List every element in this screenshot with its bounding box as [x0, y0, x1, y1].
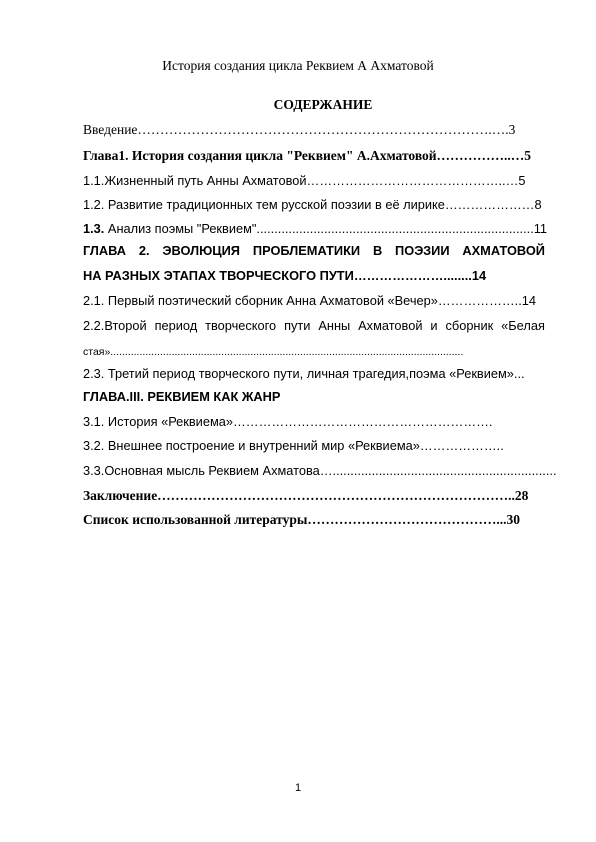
toc-entry-conclusion: Заключение……………………………………………………………………..28: [83, 488, 529, 503]
toc-heading: СОДЕРЖАНИЕ: [273, 97, 373, 112]
toc-entry-section-2-1: 2.1. Первый поэтический сборник Анна Ахматовой «Вечер»………………..14: [83, 293, 537, 308]
word: ГЛАВА: [83, 243, 127, 258]
toc-entry-section-3-2: 3.2. Внешнее построение и внутренний мир «Реквиема»………………..: [83, 438, 504, 453]
section-1-3-number: 1.3.: [83, 221, 105, 236]
toc-entry-section-2-3: 2.3. Третий период творческого пути, личная трагедия,поэма «Реквием»...: [83, 366, 525, 381]
word: творческого: [205, 318, 277, 333]
toc-entry-section-3-3: 3.3.Основная мысль Реквием Ахматова…...............................................................: [83, 463, 557, 478]
toc-entry-chapter-1: Глава1. История создания цикла "Реквием" А.Ахматовой……………..…5: [83, 148, 532, 163]
toc-entry-section-2-2-line-2: стая».........................................................................................................................: [83, 346, 464, 358]
toc-entry-section-1-2: 1.2. Развитие традиционных тем русской поэзии в её лирике…………………8: [83, 197, 542, 212]
word: Анны: [318, 318, 351, 333]
word: 2.2.Второй: [83, 318, 147, 333]
toc-entry-introduction: Введение…………………………………………………………………….….3: [83, 122, 516, 137]
document-title: История создания цикла Реквием А Ахматовой: [162, 58, 434, 73]
word: В: [372, 243, 383, 258]
word: Ахматовой: [358, 318, 423, 333]
word: и: [430, 318, 438, 333]
section-1-3-text: Анализ поэмы "Реквием"..............................................................................11: [104, 221, 548, 236]
toc-entry-chapter-2-line-1: [83, 243, 545, 259]
word: «Белая: [501, 318, 545, 333]
toc-entry-chapter-3: ГЛАВА.III. РЕКВИЕМ КАК ЖАНР: [83, 389, 281, 404]
word: сборник: [445, 318, 494, 333]
toc-entry-section-2-2-line-1: [83, 318, 545, 334]
toc-entry-section-3-1: 3.1. История «Реквиема»…………………………………………………….: [83, 414, 493, 429]
word: ПОЭЗИИ: [395, 243, 450, 258]
page-number: 1: [294, 782, 302, 794]
toc-entry-chapter-2-line-2: НА РАЗНЫХ ЭТАПАХ ТВОРЧЕСКОГО ПУТИ…………………........14: [83, 268, 487, 283]
toc-entry-bibliography: Список использованной литературы……………………………………...30: [83, 512, 521, 527]
toc-entry-section-1-1: 1.1.Жизненный путь Анны Ахматовой………………………………………..…5: [83, 173, 526, 188]
word: 2.: [138, 243, 150, 258]
word: пути: [284, 318, 311, 333]
word: период: [154, 318, 198, 333]
toc-entry-section-1-3: [83, 221, 547, 237]
word: ЭВОЛЮЦИЯ: [162, 243, 241, 258]
word: ПРОБЛЕМАТИКИ: [252, 243, 361, 258]
word: АХМАТОВОЙ: [462, 243, 545, 258]
